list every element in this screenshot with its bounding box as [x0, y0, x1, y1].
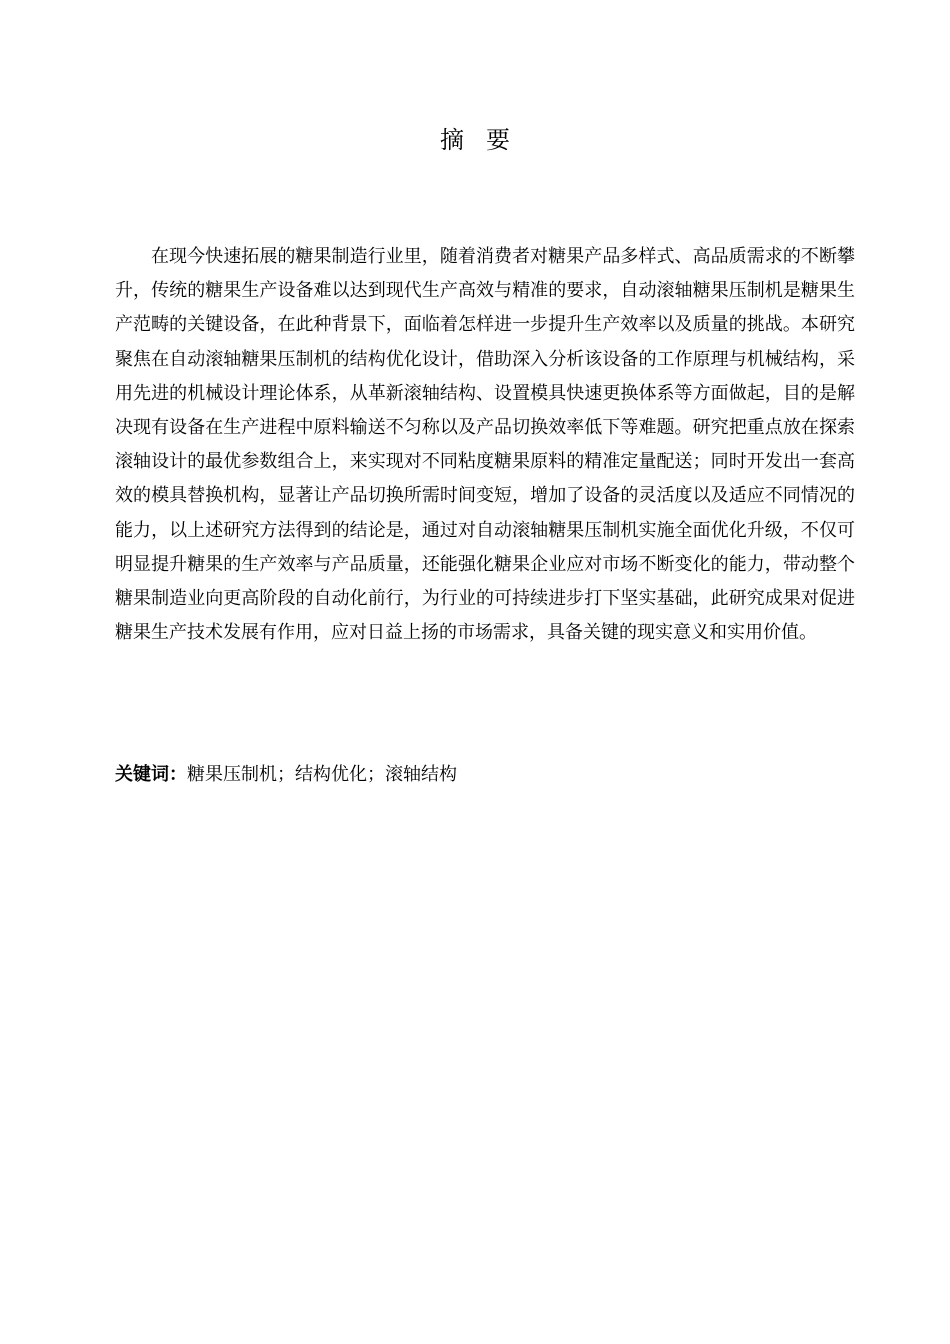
abstract-paragraph: 在现今快速拓展的糖果制造行业里，随着消费者对糖果产品多样式、高品质需求的不断攀升，传统的糖果生产设备难以达到现代生产高效与精准的要求，自动滚轴糖果压制机是糖果生产范畴的关键设备，在此种背景下，面临着怎样进一步提升生产效率以及质量的挑战。本研究聚焦在自动滚轴糖果压制机的结构优化设计，借助深入分析该设备的工作原理与机械结构，采用先进的机械设计理论体系，从革新滚轴结构、设置模具快速更换体系等方面做起，目的是解决现有设备在生产进程中原料输送不匀称以及产品切换效率低下等难题。研究把重点放在探索滚轴设计的最优参数组合上，来实现对不同粘度糖果原料的精准定量配送；同时开发出一套高效的模具替换机构，显著让产品切换所需时间变短，增加了设备的灵活度以及适应不同情况的能力，以上述研究方法得到的结论是，通过对自动滚轴糖果压制机实施全面优化升级，不仅可明显提升糖果的生产效率与产品质量，还能强化糖果企业应对市场不断变化的能力，带动整个糖果制造业向更高阶段的自动化前行，为行业的可持续进步打下坚实基础，此研究成果对促进糖果生产技术发展有作用，应对日益上扬的市场需求，具备关键的现实意义和实用价值。	[115, 246, 855, 644]
keywords-text: 糖果压制机；结构优化；滚轴结构	[187, 764, 457, 785]
page-title	[0, 122, 950, 158]
keywords-line	[115, 760, 855, 790]
title-char-1: 摘	[440, 126, 464, 154]
title-char-2: 要	[486, 126, 510, 154]
keywords-label: 关键词：	[115, 764, 187, 785]
